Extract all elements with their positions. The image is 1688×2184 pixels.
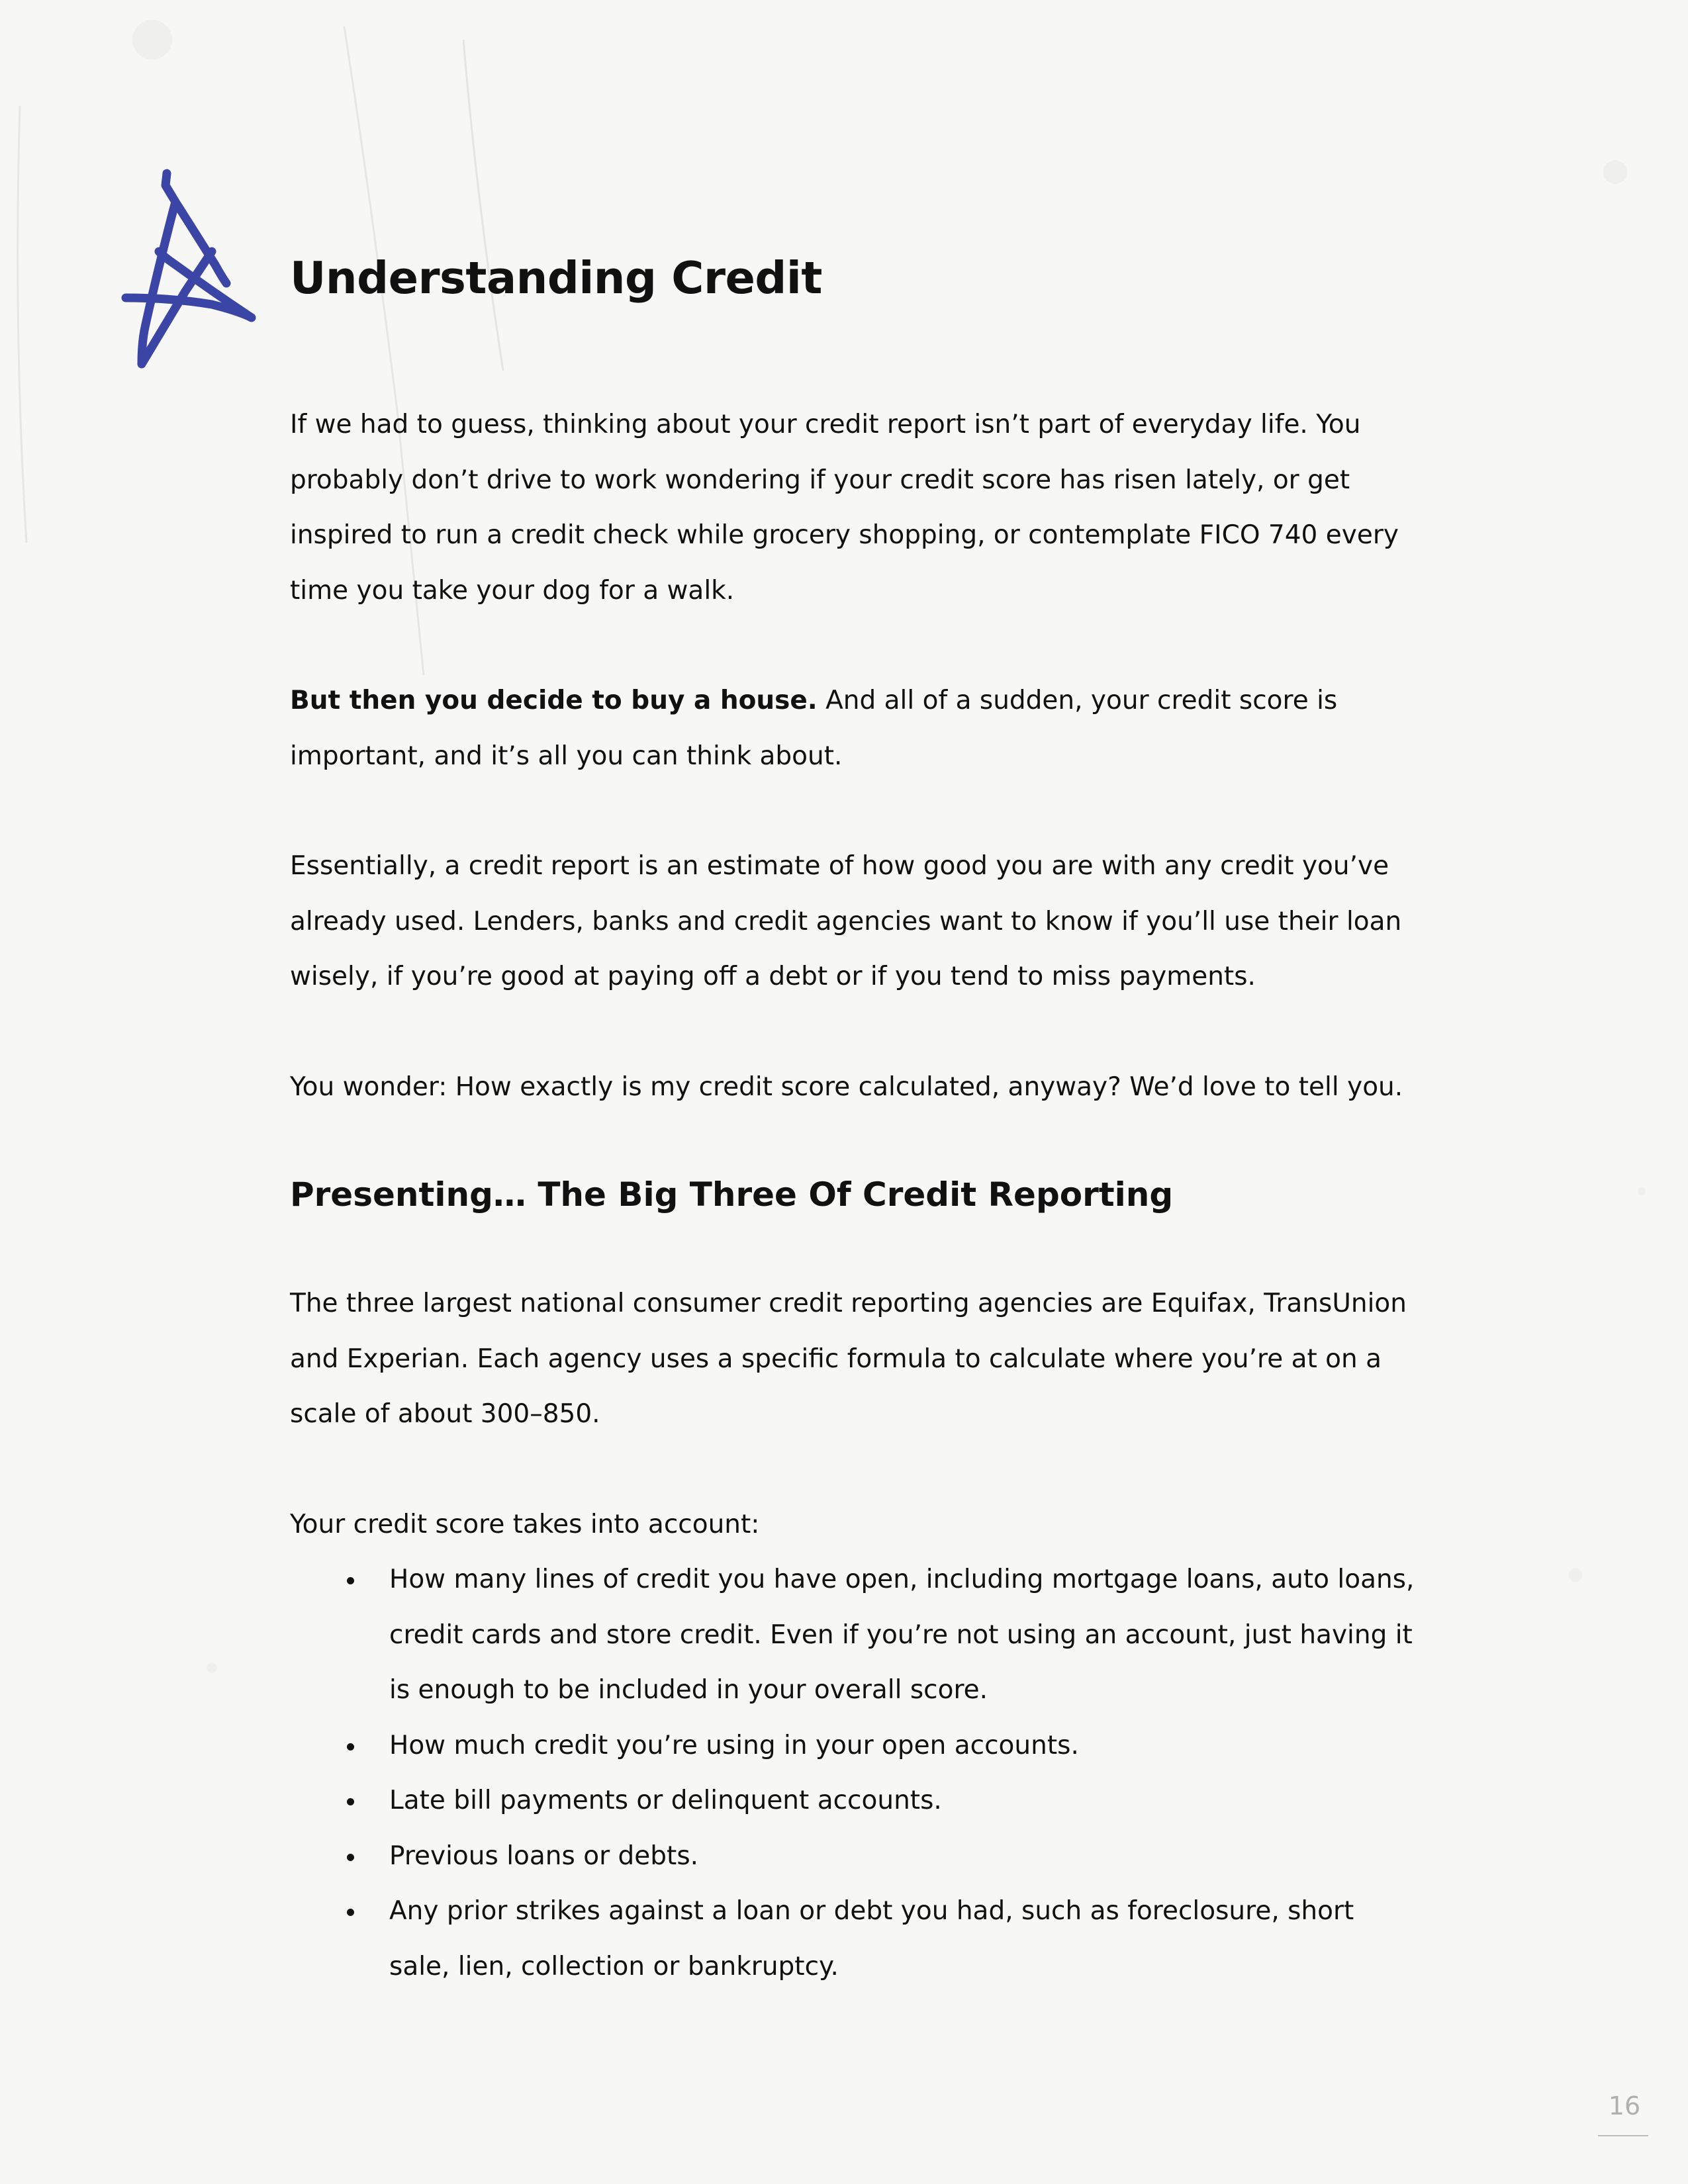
- list-item-text: How much credit you’re using in your open accounts.: [389, 1730, 1079, 1760]
- list-item: [290, 1884, 1415, 1994]
- list-item-text: How many lines of credit you have open, including mortgage loans, auto loans, credit cards and store credit. Even if you’re not using an account, just having it is enough to be included in your overall score.: [389, 1565, 1415, 1705]
- bullet-icon: [347, 1909, 354, 1916]
- section-subtitle: Presenting… The Big Three Of Credit Reporting: [290, 1175, 1174, 1214]
- intro-paragraph: If we had to guess, thinking about your credit report isn’t part of everyday life. You probably don’t drive to work wondering if your credit score has risen lately, or get inspired to run a credit check while grocery shopping, or contemplate FICO 740 every time you take your dog for a walk.: [290, 410, 1399, 606]
- list-item-text: Late bill payments or delinquent accounts.: [389, 1786, 942, 1815]
- agencies-paragraph: The three largest national consumer credit reporting agencies are Equifax, TransUnion and Experian. Each agency uses a specific formula to calculate where you’re at on a scale of about 300–850.: [290, 1289, 1407, 1429]
- list-intro: Your credit score takes into account:: [290, 1509, 760, 1539]
- house-paragraph: [290, 673, 1415, 784]
- house-paragraph-bold: But then you decide to buy a house.: [290, 686, 818, 715]
- list-item: [290, 1552, 1415, 1718]
- list-item-text: Previous loans or debts.: [389, 1841, 699, 1871]
- list-item: [290, 1718, 1415, 1774]
- essential-paragraph: Essentially, a credit report is an estimate of how good you are with any credit you’ve already used. Lenders, banks and credit agencies want to know if you’ll use their loan wisely, if you’re good at paying off a debt or if you tend to miss payments.: [290, 851, 1402, 991]
- bullet-icon: [347, 1577, 354, 1584]
- bullet-icon: [347, 1854, 354, 1861]
- house-paragraph-rest: And all of a sudden, your credit score is important, and it’s all you can think about.: [290, 686, 1338, 771]
- page-title: Understanding Credit: [290, 252, 822, 304]
- list-item: [290, 1773, 1415, 1829]
- list-item-text: Any prior strikes against a loan or debt you had, such as foreclosure, short sale, lien, collection or bankruptcy.: [389, 1896, 1354, 1981]
- list-item: [290, 1829, 1415, 1884]
- main-content: [290, 245, 1415, 1994]
- credit-factors-list: [290, 1552, 1415, 1994]
- hand-drawn-star-icon: [113, 165, 265, 384]
- page-number: 16: [1608, 2091, 1641, 2120]
- wonder-paragraph: You wonder: How exactly is my credit score calculated, anyway? We’d love to tell you.: [290, 1071, 1403, 1102]
- page-number-rule: [1598, 2135, 1648, 2136]
- bullet-icon: [347, 1798, 354, 1805]
- bullet-icon: [347, 1743, 354, 1751]
